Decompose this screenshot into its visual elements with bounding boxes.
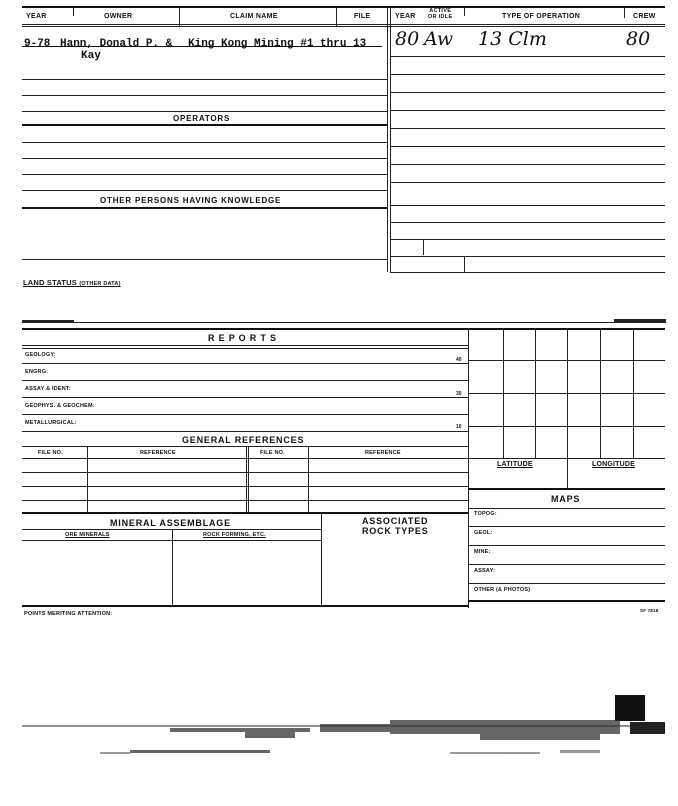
row-line-right [390,92,665,93]
entry-year: 9-78 [24,38,51,50]
reports-heading: R E P O R T S [208,333,277,343]
row-line-right [390,128,665,129]
grid-row [468,393,665,394]
reports-row [22,397,468,398]
hdr-sep-3 [336,8,337,26]
assoc-divider [321,512,322,605]
rock-types-heading: ROCK TYPES [362,526,429,536]
refs-col [308,446,309,512]
hdr-sep-2 [179,8,180,26]
refs-col [87,446,88,512]
row-line [22,190,387,191]
center-divider-b [390,8,391,272]
engrg-label: ENGRG: [25,369,49,375]
metallurgical-label: METALLURGICAL: [25,420,77,426]
col-claim-name-label: CLAIM NAME [230,13,278,20]
land-status-main: LAND STATUS [23,278,78,287]
col-year2-label: YEAR [395,13,416,20]
reports-row [22,363,468,364]
geology-label: GEOLOGY: [25,352,56,358]
report-number: 40 [456,357,462,363]
row-line [22,124,387,126]
report-number: 30 [456,391,462,397]
row-line [22,111,387,112]
file-no-label: FILE NO. [38,450,63,456]
latitude-label: LATITUDE [497,461,533,468]
refs-row [22,458,468,459]
reference-label: REFERENCE [140,450,176,456]
active-top-label: ACTIVE [429,8,452,14]
row-line [22,79,387,80]
col-owner-label: OWNER [104,13,133,20]
row-line-right [390,256,665,257]
reports-row [22,380,468,381]
row-line-right [390,272,665,273]
row-line-right [390,146,665,147]
col-active-label [428,8,452,20]
land-status-sub: (OTHER DATA) [79,281,121,287]
file-no-label-2: FILE NO. [260,450,285,456]
reports-row [22,414,468,415]
row-line [22,259,387,260]
geol-label: GEOL: [474,530,493,536]
col-type-label: TYPE OF OPERATION [502,13,581,20]
reports-row [22,431,468,432]
row-line-right [390,110,665,111]
rock-forming-label: ROCK FORMING, ETC. [203,532,266,538]
assay-map-label: ASSAY: [474,568,496,574]
ore-minerals-label: ORE MINERALS [65,532,110,538]
reports-rule [22,345,468,346]
tick [464,257,465,272]
col-year-label: YEAR [26,13,47,20]
center-divider-a [387,8,388,272]
row-line-right [390,56,665,57]
report-number: 10 [456,424,462,430]
hand-type: 13 Clm [478,28,547,50]
hand-status: Aw [424,28,454,50]
geophys-label: GEOPHYS. & GEOCHEM: [25,403,95,409]
maps-row [468,583,665,584]
refs-col [246,446,247,512]
topog-label: TOPOG: [474,511,497,517]
refs-row [22,500,468,501]
maps-row [468,526,665,527]
maps-bottom-rule [468,600,665,602]
row-line-right [390,205,665,206]
row-line [22,174,387,175]
maps-row [468,545,665,546]
col-file-label: FILE [354,13,371,20]
hdr-sep-1 [73,8,74,16]
mine-label: MINE: [474,549,491,555]
associated-heading: ASSOCIATED [362,516,429,526]
hdr-sep-5 [624,8,625,18]
maps-row [468,564,665,565]
col-crew-label: CREW [633,13,656,20]
reference-label-2: REFERENCE [365,450,401,456]
active-bottom-label: OR IDLE [428,14,453,20]
row-line-right [390,239,665,240]
form-code: SF 7818 [640,608,659,613]
strike-through [22,46,382,47]
general-references-heading: GENERAL REFERENCES [182,435,305,445]
row-line [22,95,387,96]
assay-ident-label: ASSAY & IDENT: [25,386,71,392]
entry-owner: Hann, Donald P. & [60,38,173,50]
entry-owner-line2: Kay [81,50,101,62]
mineral-assemblage-heading: MINERAL ASSEMBLAGE [110,518,231,528]
right-divider [468,328,469,608]
header-rule-2 [22,26,665,27]
reports-rule-2 [22,348,468,349]
scan-noise-graphic [0,690,678,770]
row-line [22,207,387,209]
refs-rule [22,446,468,447]
grid-row [468,360,665,361]
mineral-col [172,529,173,605]
mineral-bottom-rule [22,605,468,607]
refs-col [248,446,249,512]
coords-rule [468,488,665,490]
grid-row [468,426,665,427]
land-status-heading [23,278,121,287]
bottom-top-rule-2 [22,328,665,330]
header-rule [22,24,665,25]
other-persons-heading: OTHER PERSONS HAVING KNOWLEDGE [100,196,282,205]
maps-rule [468,508,665,509]
row-line-right [390,222,665,223]
tick [423,240,424,255]
refs-row [22,472,468,473]
refs-row [22,486,468,487]
hdr-sep-4 [464,8,465,16]
operators-heading: OPERATORS [173,114,231,123]
points-meriting-label: POINTS MERITING ATTENTION: [24,611,113,617]
row-line [22,158,387,159]
top-rule [22,6,665,8]
bottom-top-rule [22,322,665,323]
longitude-label: LONGITUDE [592,461,636,468]
maps-heading: MAPS [551,494,581,504]
row-line-right [390,182,665,183]
row-line-right [390,74,665,75]
row-line-right [390,164,665,165]
other-photos-label: OTHER (& PHOTOS) [474,587,531,593]
hand-crew: 80 [626,28,651,50]
row-line [22,142,387,143]
coord-divider [567,458,568,488]
hand-year: 80 [395,28,420,50]
entry-claim-name: King Kong Mining #1 thru 13 [188,38,367,50]
refs-bottom-rule [22,512,468,514]
